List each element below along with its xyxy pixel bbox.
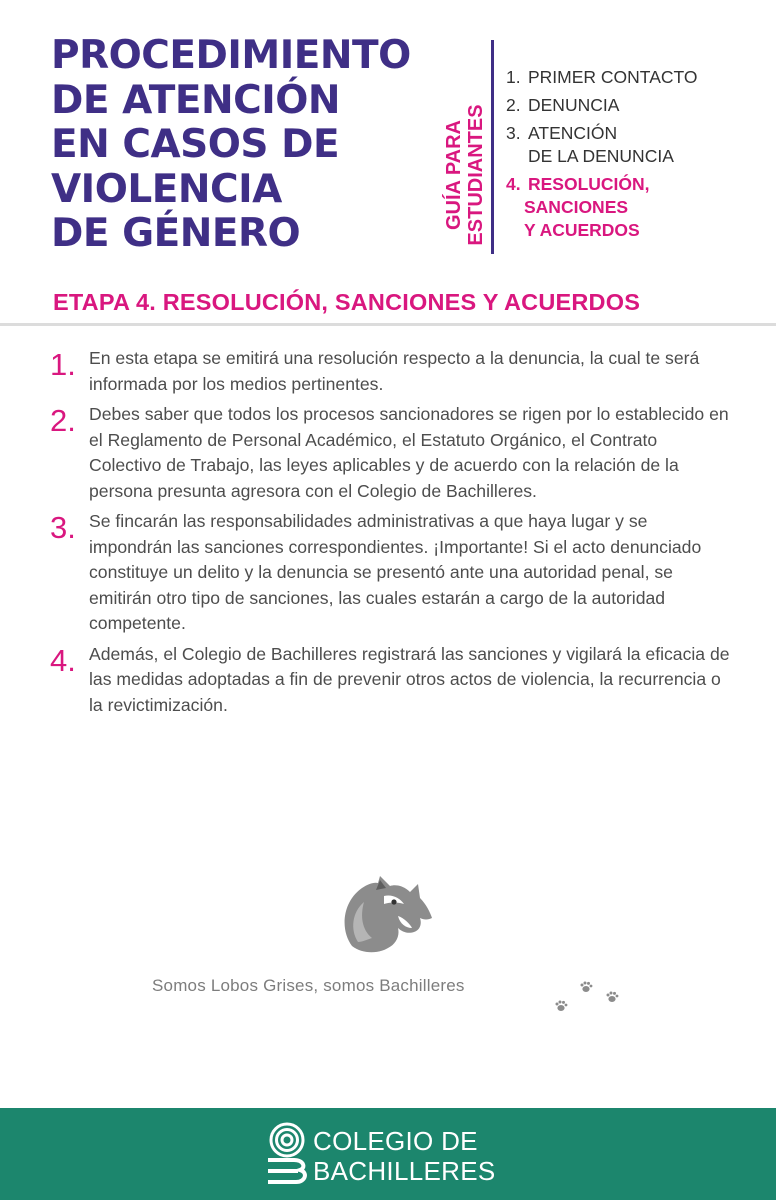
- main-title: [51, 34, 431, 257]
- step-label: SANCIONES: [524, 197, 629, 217]
- title-line: EN CASOS DE: [51, 122, 340, 167]
- step-item-4-active: [506, 173, 766, 242]
- step-number: 3.: [506, 123, 521, 143]
- item-text: Además, el Colegio de Bachilleres registrará las sanciones y vigilará la eficacia de las medidas adoptadas a fin de prevenir otros actos de violencia, la recurrencia o la revictimización.: [89, 643, 730, 715]
- step-item-2: [506, 94, 766, 117]
- step-label: ATENCIÓN: [528, 123, 618, 143]
- step-label: RESOLUCIÓN,: [528, 174, 650, 194]
- stage-item-3: [50, 509, 730, 637]
- item-number: 4.: [50, 642, 76, 678]
- stage-heading: ETAPA 4. RESOLUCIÓN, SANCIONES Y ACUERDOS: [53, 289, 641, 315]
- title-line: VIOLENCIA: [51, 166, 282, 212]
- stage-item-4: [50, 642, 730, 719]
- footer-name-line: COLEGIO DE: [313, 1126, 478, 1156]
- guide-label: [443, 90, 487, 260]
- tagline: Somos Lobos Grises, somos Bachilleres: [152, 976, 465, 995]
- stage-item-2: [50, 402, 730, 504]
- title-line: DE ATENCIÓN: [51, 77, 341, 123]
- section-divider: [0, 323, 776, 326]
- paw-print-icon: [579, 980, 593, 994]
- wolf-head-icon: [338, 872, 438, 958]
- steps-list: [506, 66, 766, 247]
- step-label: DENUNCIA: [528, 95, 620, 115]
- title-line: PROCEDIMIENTO: [51, 33, 411, 78]
- stage-items: [50, 346, 730, 723]
- step-number: 2.: [506, 95, 521, 115]
- item-text: En esta etapa se emitirá una resolución respecto a la denuncia, la cual te será informada por los medios pertinentes.: [89, 348, 700, 394]
- paw-print-icon: [554, 999, 568, 1013]
- item-number: 3.: [50, 510, 76, 545]
- stage-item-1: [50, 346, 730, 397]
- step-label: Y ACUERDOS: [524, 220, 640, 240]
- step-label: DE LA DENUNCIA: [528, 146, 674, 166]
- step-item-3: [506, 122, 766, 168]
- item-text: Se fincarán las responsabilidades administrativas a que haya lugar y se impondrán las sanciones correspondientes. ¡Importante! Si el acto denunciado constituye un delito y la denuncia se presentó ante una autoridad penal, se emitirán otro tipo de sanciones, las cuales estarán a cargo de la autoridad competente.: [89, 511, 702, 633]
- step-number: 4.: [506, 174, 521, 194]
- item-number: 1.: [50, 347, 76, 382]
- step-label: PRIMER CONTACTO: [528, 67, 698, 87]
- item-text: Debes saber que todos los procesos sancionadores se rigen por lo establecido en el Reglamento de Personal Académico, el Estatuto Orgánico, el Contrato Colectivo de Trabajo, las leyes aplicables y de acuerdo con la relación de la persona presunta agresora con el Colegio de Bachilleres.: [89, 404, 729, 501]
- colegio-logo-icon: [264, 1122, 310, 1186]
- footer-bar: [0, 1108, 776, 1200]
- header-divider: [491, 40, 494, 254]
- item-number: 2.: [50, 403, 76, 438]
- step-number: 1.: [506, 67, 521, 87]
- paw-print-icon: [605, 990, 619, 1004]
- footer-institution-name: [313, 1126, 495, 1186]
- title-line: DE GÉNERO: [51, 211, 301, 256]
- footer-name-line: BACHILLERES: [313, 1156, 496, 1186]
- step-item-1: [506, 66, 766, 89]
- guide-label-text: GUÍA PARA ESTUDIANTES: [443, 104, 487, 246]
